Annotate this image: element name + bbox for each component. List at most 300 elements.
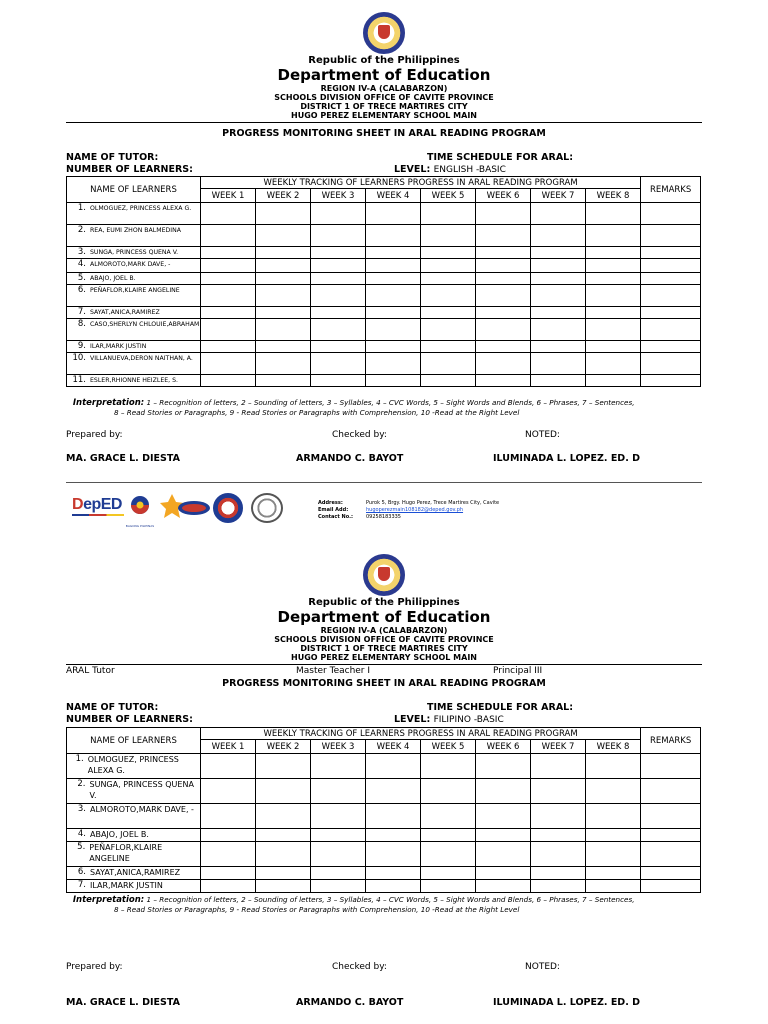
week-cell[interactable]: [311, 341, 366, 353]
level-row: [394, 164, 506, 175]
week-cell[interactable]: [201, 804, 256, 829]
learner-name: REA, EUMI ZHON BALMEDINA: [90, 227, 181, 234]
week-header: WEEK 1: [201, 189, 256, 203]
week-cell[interactable]: [586, 319, 641, 341]
learner-row: [67, 375, 701, 387]
name-col-header: NAME OF LEARNERS: [67, 728, 201, 754]
week-cell[interactable]: [366, 285, 421, 307]
week-cell[interactable]: [366, 804, 421, 829]
week-cell[interactable]: [311, 754, 366, 779]
week-cell[interactable]: [531, 285, 586, 307]
week-cell[interactable]: [586, 203, 641, 225]
interpretation-line2: 8 – Read Stories or Paragraphs, 9 - Read Stories or Paragraphs with Comprehension, 10 -Read at the Right Level: [114, 905, 520, 914]
remarks-cell[interactable]: [641, 307, 701, 319]
learner-name: ILAR,MARK JUSTIN: [90, 881, 163, 890]
week-cell[interactable]: [311, 353, 366, 375]
week-cell[interactable]: [311, 285, 366, 307]
week-header: WEEK 3: [311, 189, 366, 203]
remarks-cell[interactable]: [641, 353, 701, 375]
learner-row: [67, 225, 701, 247]
header-department: Department of Education: [277, 66, 491, 84]
header-division: SCHOOLS DIVISION OFFICE OF CAVITE PROVINCE: [274, 635, 494, 644]
learner-name-cell: [67, 273, 201, 285]
bagong-pilipinas-text: BAGONG PILIPINAS: [125, 524, 155, 528]
week-cell[interactable]: [421, 754, 476, 779]
week-cell[interactable]: [476, 259, 531, 273]
week-cell[interactable]: [201, 341, 256, 353]
week-cell[interactable]: [201, 842, 256, 867]
level-value: ENGLISH -BASIC: [433, 165, 506, 175]
header-rule: [66, 122, 702, 123]
tutor-label: NAME OF TUTOR:: [66, 702, 159, 713]
learner-row: [67, 754, 701, 779]
header-school: HUGO PEREZ ELEMENTARY SCHOOL MAIN: [291, 111, 477, 120]
learner-name-cell: [67, 285, 201, 307]
interpretation-line2: 8 – Read Stories or Paragraphs, 9 - Read Stories or Paragraphs with Comprehension, 10 -Read at the Right Level: [114, 408, 520, 417]
remarks-cell[interactable]: [641, 375, 701, 387]
deped-seal-icon: [363, 12, 405, 54]
week-cell[interactable]: [421, 259, 476, 273]
address-label: Address:: [318, 500, 343, 506]
footer-rule: [66, 482, 702, 483]
remarks-cell[interactable]: [641, 880, 701, 893]
header-region: REGION IV-A (CALABARZON): [320, 84, 448, 93]
header-department: Department of Education: [277, 608, 491, 626]
week-cell[interactable]: [256, 225, 311, 247]
week-cell[interactable]: [476, 804, 531, 829]
week-header: WEEK 8: [586, 740, 641, 754]
week-cell[interactable]: [256, 375, 311, 387]
week-cell[interactable]: [476, 285, 531, 307]
week-cell[interactable]: [421, 319, 476, 341]
week-cell[interactable]: [531, 842, 586, 867]
week-cell[interactable]: [421, 285, 476, 307]
learner-number: 5.: [77, 842, 86, 852]
learner-row: [67, 247, 701, 259]
interpretation-block: [66, 398, 706, 418]
week-cell[interactable]: [366, 829, 421, 842]
week-cell[interactable]: [201, 225, 256, 247]
learners-count-label: NUMBER OF LEARNERS:: [66, 164, 193, 175]
deped-seal-icon: [363, 554, 405, 596]
learner-name-cell: [67, 804, 201, 829]
week-cell[interactable]: [476, 319, 531, 341]
week-header: WEEK 4: [366, 189, 421, 203]
learner-number: 7.: [77, 307, 86, 317]
learner-name-cell: [67, 203, 201, 225]
week-cell[interactable]: [531, 779, 586, 804]
learner-name: PEÑAFLOR,KLAIRE ANGELINE: [89, 843, 163, 863]
week-cell[interactable]: [421, 880, 476, 893]
learner-name-cell: [67, 880, 201, 893]
week-cell[interactable]: [586, 754, 641, 779]
week-cell[interactable]: [366, 247, 421, 259]
week-cell[interactable]: [531, 319, 586, 341]
tutor-label: NAME OF TUTOR:: [66, 152, 159, 163]
week-cell[interactable]: [531, 259, 586, 273]
week-cell[interactable]: [476, 779, 531, 804]
week-cell[interactable]: [531, 880, 586, 893]
week-cell[interactable]: [311, 880, 366, 893]
week-header: WEEK 1: [201, 740, 256, 754]
learner-name: ABAJO, JOEL B.: [90, 275, 136, 282]
week-cell[interactable]: [366, 319, 421, 341]
email-link[interactable]: hugoperezmain108182@deped.gov.ph: [366, 507, 464, 513]
week-cell[interactable]: [311, 225, 366, 247]
learner-number: 3.: [77, 804, 86, 814]
week-cell[interactable]: [201, 259, 256, 273]
learner-name: VILLANUEVA,DERON NAITHAN, A.: [90, 355, 193, 362]
matatag-logo: [160, 492, 212, 522]
remarks-cell[interactable]: [641, 867, 701, 880]
division-seal-icon: [213, 493, 243, 523]
week-cell[interactable]: [311, 259, 366, 273]
week-cell[interactable]: [201, 375, 256, 387]
week-cell[interactable]: [366, 259, 421, 273]
week-cell[interactable]: [256, 341, 311, 353]
checker-name: ARMANDO C. BAYOT: [296, 453, 404, 464]
interpretation-line1: 1 – Recognition of letters, 2 – Sounding of letters, 3 – Syllables, 4 – CVC Words, 5 – Sight Words and Blends, 6 – Phrases, 7 – Sentences,: [144, 895, 635, 904]
remarks-cell[interactable]: [641, 273, 701, 285]
learner-number: 10.: [72, 353, 86, 363]
week-cell[interactable]: [586, 804, 641, 829]
time-schedule-label: TIME SCHEDULE FOR ARAL:: [427, 702, 574, 713]
week-cell[interactable]: [476, 353, 531, 375]
week-cell[interactable]: [421, 375, 476, 387]
week-cell[interactable]: [366, 842, 421, 867]
remarks-cell[interactable]: [641, 829, 701, 842]
week-cell[interactable]: [586, 353, 641, 375]
level-row: [394, 714, 504, 725]
week-cell[interactable]: [311, 375, 366, 387]
week-cell[interactable]: [421, 829, 476, 842]
week-cell[interactable]: [476, 880, 531, 893]
week-cell[interactable]: [531, 341, 586, 353]
header-district: DISTRICT 1 OF TRECE MARTIRES CITY: [300, 644, 468, 653]
week-cell[interactable]: [201, 867, 256, 880]
week-cell[interactable]: [586, 880, 641, 893]
week-cell[interactable]: [421, 353, 476, 375]
learner-name-cell: [67, 353, 201, 375]
week-cell[interactable]: [586, 307, 641, 319]
week-cell[interactable]: [256, 880, 311, 893]
week-cell[interactable]: [311, 842, 366, 867]
week-cell[interactable]: [201, 353, 256, 375]
learner-name: SUNGA, PRINCESS QUENA V.: [90, 249, 179, 256]
week-cell[interactable]: [421, 779, 476, 804]
sheet-title: PROGRESS MONITORING SHEET IN ARAL READING PROGRAM: [222, 678, 546, 689]
week-cell[interactable]: [531, 829, 586, 842]
learner-number: 1.: [75, 754, 84, 764]
week-cell[interactable]: [256, 203, 311, 225]
week-cell[interactable]: [586, 247, 641, 259]
prepared-by-label: Prepared by:: [66, 430, 123, 440]
week-cell[interactable]: [586, 867, 641, 880]
week-cell[interactable]: [476, 867, 531, 880]
week-cell[interactable]: [421, 341, 476, 353]
progress-table-english: [66, 176, 701, 387]
header-republic: Republic of the Philippines: [308, 55, 460, 66]
noter-name: ILUMINADA L. LOPEZ. ED. D: [493, 453, 640, 464]
contact-value: 09258183335: [366, 514, 401, 520]
week-cell[interactable]: [586, 341, 641, 353]
week-cell[interactable]: [586, 842, 641, 867]
week-cell[interactable]: [256, 307, 311, 319]
week-cell[interactable]: [311, 273, 366, 285]
learner-row: [67, 804, 701, 829]
week-cell[interactable]: [476, 375, 531, 387]
week-cell[interactable]: [586, 273, 641, 285]
week-cell[interactable]: [476, 829, 531, 842]
remarks-header: REMARKS: [641, 728, 701, 754]
week-cell[interactable]: [476, 842, 531, 867]
week-cell[interactable]: [201, 319, 256, 341]
week-cell[interactable]: [366, 375, 421, 387]
noter-title: Principal III: [493, 666, 543, 676]
week-cell[interactable]: [201, 307, 256, 319]
week-cell[interactable]: [256, 285, 311, 307]
week-cell[interactable]: [201, 829, 256, 842]
bagong-pilipinas-logo: [124, 494, 156, 528]
remarks-cell[interactable]: [641, 319, 701, 341]
weekly-header: WEEKLY TRACKING OF LEARNERS PROGRESS IN ARAL READING PROGRAM: [201, 728, 641, 740]
learner-name: PEÑAFLOR,KLAIRE ANGELINE: [90, 287, 180, 294]
checker-title: Master Teacher I: [296, 666, 371, 676]
weekly-header: WEEKLY TRACKING OF LEARNERS PROGRESS IN ARAL READING PROGRAM: [201, 177, 641, 189]
week-cell[interactable]: [476, 341, 531, 353]
week-cell[interactable]: [476, 754, 531, 779]
week-cell[interactable]: [366, 353, 421, 375]
week-cell[interactable]: [366, 203, 421, 225]
school-seal-icon: [251, 493, 283, 523]
level-label: LEVEL:: [394, 164, 431, 175]
contact-label: Contact No.:: [318, 514, 354, 520]
week-cell[interactable]: [201, 754, 256, 779]
week-cell[interactable]: [366, 307, 421, 319]
header-district: DISTRICT 1 OF TRECE MARTIRES CITY: [300, 102, 468, 111]
week-header: WEEK 8: [586, 189, 641, 203]
noted-label: NOTED:: [525, 962, 560, 972]
level-label: LEVEL:: [394, 714, 431, 725]
week-cell[interactable]: [531, 353, 586, 375]
week-cell[interactable]: [421, 804, 476, 829]
header-region: REGION IV-A (CALABARZON): [320, 626, 448, 635]
learner-row: [67, 319, 701, 341]
learner-name-cell: [67, 307, 201, 319]
week-cell[interactable]: [256, 754, 311, 779]
sheet-title: PROGRESS MONITORING SHEET IN ARAL READING PROGRAM: [222, 128, 546, 139]
week-cell[interactable]: [421, 247, 476, 259]
learner-row: [67, 842, 701, 867]
remarks-cell[interactable]: [641, 285, 701, 307]
learner-row: [67, 285, 701, 307]
week-cell[interactable]: [421, 203, 476, 225]
week-cell[interactable]: [586, 779, 641, 804]
learner-number: 3.: [77, 247, 86, 257]
week-cell[interactable]: [366, 341, 421, 353]
remarks-cell[interactable]: [641, 341, 701, 353]
checker-name: ARMANDO C. BAYOT: [296, 997, 404, 1008]
week-cell[interactable]: [476, 273, 531, 285]
learner-number: 11.: [72, 375, 86, 385]
tutor-name: MA. GRACE L. DIESTA: [66, 997, 180, 1008]
week-cell[interactable]: [531, 867, 586, 880]
week-cell[interactable]: [421, 842, 476, 867]
week-cell[interactable]: [531, 307, 586, 319]
remarks-cell[interactable]: [641, 842, 701, 867]
learner-name: OLMOGUEZ, PRINCESS ALEXA G.: [87, 755, 179, 775]
week-cell[interactable]: [531, 804, 586, 829]
remarks-header: REMARKS: [641, 177, 701, 203]
week-header: WEEK 5: [421, 740, 476, 754]
week-cell[interactable]: [256, 319, 311, 341]
remarks-cell[interactable]: [641, 779, 701, 804]
week-cell[interactable]: [311, 203, 366, 225]
week-cell[interactable]: [476, 225, 531, 247]
week-cell[interactable]: [256, 829, 311, 842]
learner-name: ABAJO, JOEL B.: [90, 830, 149, 839]
week-cell[interactable]: [586, 225, 641, 247]
week-header: WEEK 5: [421, 189, 476, 203]
week-cell[interactable]: [311, 779, 366, 804]
learner-row: [67, 867, 701, 880]
week-cell[interactable]: [256, 842, 311, 867]
week-cell[interactable]: [421, 867, 476, 880]
remarks-cell[interactable]: [641, 225, 701, 247]
learners-count-label: NUMBER OF LEARNERS:: [66, 714, 193, 725]
week-cell[interactable]: [201, 779, 256, 804]
learner-name-cell: [67, 779, 201, 804]
checked-by-label: Checked by:: [332, 962, 387, 972]
week-cell[interactable]: [256, 779, 311, 804]
week-cell[interactable]: [421, 225, 476, 247]
learner-number: 6.: [77, 285, 86, 295]
learner-number: 8.: [77, 319, 86, 329]
learner-number: 7.: [77, 880, 86, 890]
week-cell[interactable]: [311, 867, 366, 880]
week-cell[interactable]: [201, 273, 256, 285]
week-cell[interactable]: [586, 259, 641, 273]
learner-name: ESLER,RHIONNE HEIZLEE, S.: [90, 377, 178, 384]
learner-number: 2.: [77, 225, 86, 235]
learner-row: [67, 341, 701, 353]
progress-table-filipino: [66, 727, 701, 893]
prepared-by-label: Prepared by:: [66, 962, 123, 972]
week-cell[interactable]: [531, 225, 586, 247]
week-cell[interactable]: [366, 273, 421, 285]
week-cell[interactable]: [531, 247, 586, 259]
week-cell[interactable]: [531, 375, 586, 387]
learner-number: 2.: [77, 779, 86, 789]
checked-by-label: Checked by:: [332, 430, 387, 440]
week-cell[interactable]: [256, 273, 311, 285]
week-header: WEEK 2: [256, 740, 311, 754]
address-block: [318, 500, 499, 521]
learner-name: SUNGA, PRINCESS QUENA V.: [89, 780, 194, 800]
week-cell[interactable]: [366, 867, 421, 880]
week-cell[interactable]: [531, 273, 586, 285]
week-cell[interactable]: [256, 867, 311, 880]
learner-number: 5.: [77, 273, 86, 283]
learner-row: [67, 273, 701, 285]
learner-number: 1.: [77, 203, 86, 213]
learner-row: [67, 779, 701, 804]
week-cell[interactable]: [366, 880, 421, 893]
learner-number: 9.: [77, 341, 86, 351]
week-cell[interactable]: [256, 353, 311, 375]
week-cell[interactable]: [421, 273, 476, 285]
learner-name: SAYAT,ANICA,RAMIREZ: [90, 309, 160, 316]
interpretation-line1: 1 – Recognition of letters, 2 – Sounding of letters, 3 – Syllables, 4 – CVC Words, 5 – Sight Words and Blends, 6 – Phrases, 7 – Sentences,: [144, 398, 635, 407]
learner-row: [67, 203, 701, 225]
deped-logo: DepED: [72, 496, 124, 520]
week-cell[interactable]: [586, 829, 641, 842]
learner-row: [67, 880, 701, 893]
week-cell[interactable]: [201, 880, 256, 893]
learner-name: OLMOGUEZ, PRINCESS ALEXA G.: [90, 205, 192, 212]
week-cell[interactable]: [476, 307, 531, 319]
week-cell[interactable]: [201, 285, 256, 307]
header-republic: Republic of the Philippines: [308, 597, 460, 608]
learner-name-cell: [67, 867, 201, 880]
week-cell[interactable]: [531, 203, 586, 225]
week-header: WEEK 7: [531, 189, 586, 203]
remarks-cell[interactable]: [641, 203, 701, 225]
week-cell[interactable]: [311, 804, 366, 829]
learner-number: 6.: [77, 867, 86, 877]
remarks-cell[interactable]: [641, 804, 701, 829]
week-header: WEEK 6: [476, 189, 531, 203]
week-cell[interactable]: [311, 247, 366, 259]
week-header: WEEK 4: [366, 740, 421, 754]
learner-name: ALMOROTO,MARK DAVE, -: [90, 805, 194, 814]
interpretation-label: Interpretation:: [72, 895, 145, 905]
week-cell[interactable]: [311, 307, 366, 319]
week-cell[interactable]: [476, 203, 531, 225]
tutor-title: ARAL Tutor: [66, 666, 115, 676]
learner-row: [67, 829, 701, 842]
week-cell[interactable]: [256, 804, 311, 829]
week-cell[interactable]: [586, 285, 641, 307]
learner-name: SAYAT,ANICA,RAMIREZ: [90, 868, 181, 877]
week-cell[interactable]: [531, 754, 586, 779]
week-cell[interactable]: [201, 203, 256, 225]
week-cell[interactable]: [366, 225, 421, 247]
week-cell[interactable]: [256, 259, 311, 273]
week-cell[interactable]: [311, 319, 366, 341]
week-cell[interactable]: [421, 307, 476, 319]
week-header: WEEK 7: [531, 740, 586, 754]
remarks-cell[interactable]: [641, 259, 701, 273]
week-cell[interactable]: [476, 247, 531, 259]
email-label: Email Add:: [318, 507, 349, 513]
week-cell[interactable]: [256, 247, 311, 259]
week-cell[interactable]: [586, 375, 641, 387]
learner-row: [67, 259, 701, 273]
remarks-cell[interactable]: [641, 247, 701, 259]
week-header: WEEK 6: [476, 740, 531, 754]
interpretation-label: Interpretation:: [72, 398, 145, 408]
week-cell[interactable]: [366, 754, 421, 779]
learner-name-cell: [67, 225, 201, 247]
week-cell[interactable]: [366, 779, 421, 804]
week-cell[interactable]: [201, 247, 256, 259]
week-cell[interactable]: [311, 829, 366, 842]
remarks-cell[interactable]: [641, 754, 701, 779]
learner-name: ILAR,MARK JUSTIN: [90, 343, 147, 350]
learner-name: CASO,SHERLYN CHLOUIE,ABRAHAM: [90, 321, 200, 328]
noter-name: ILUMINADA L. LOPEZ. ED. D: [493, 997, 640, 1008]
